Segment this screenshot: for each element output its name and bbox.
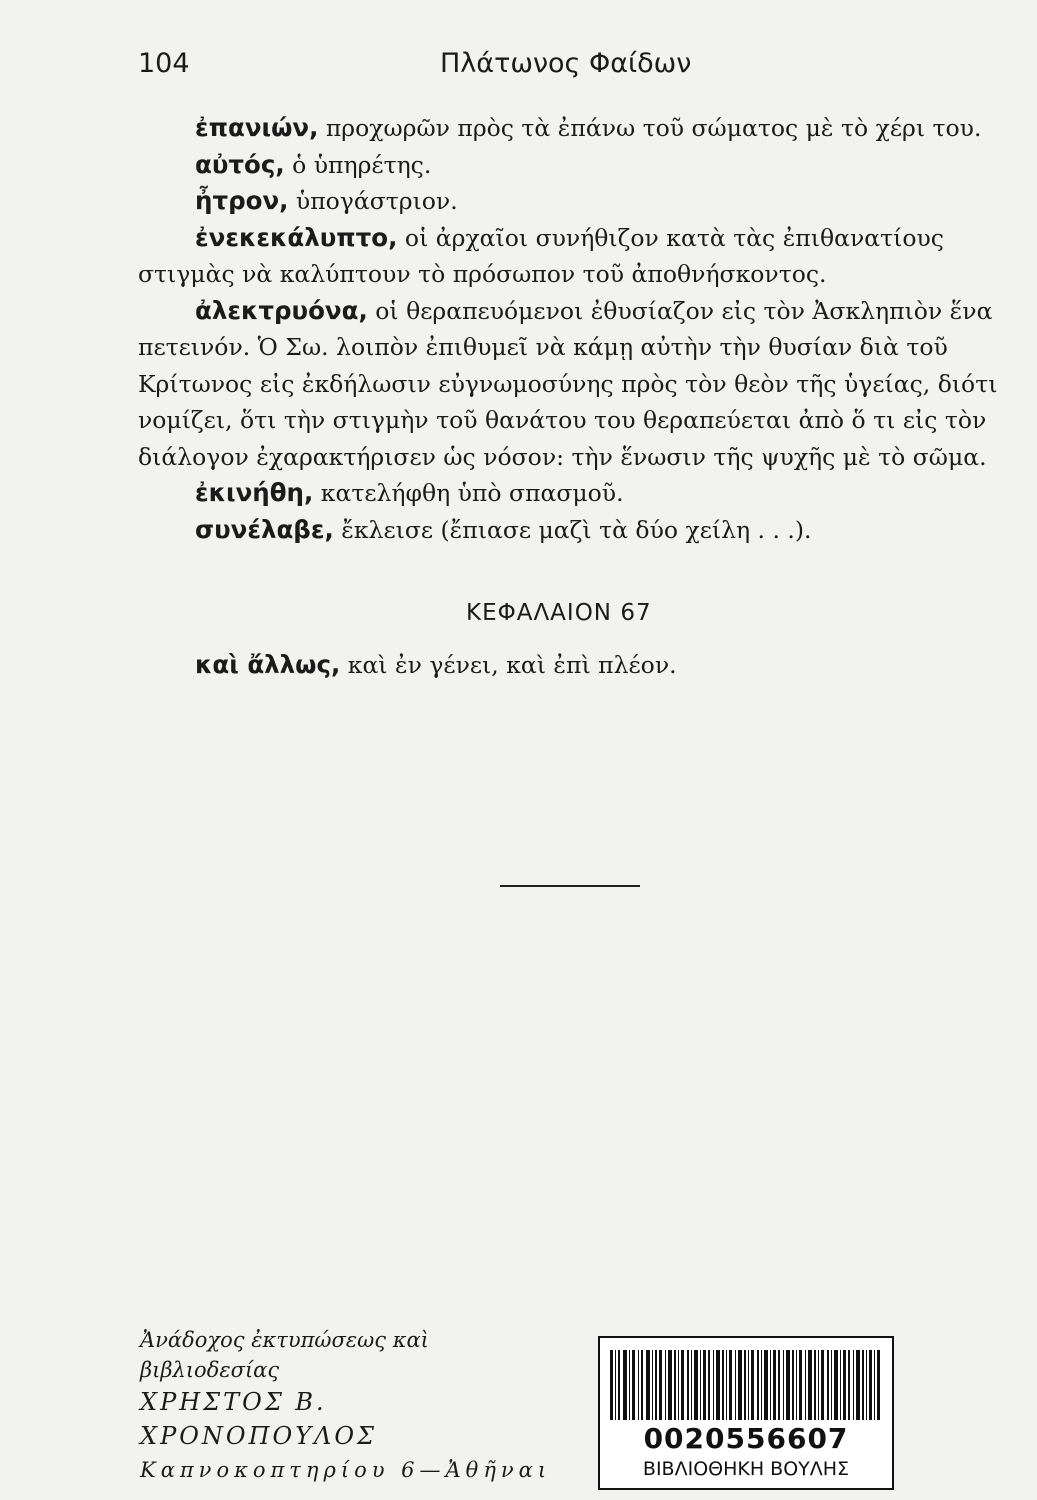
running-title: Πλάτωνος Φαίδων [440,48,692,79]
glossary-body [138,110,1000,548]
glossary-entry [138,220,1000,293]
entry-gloss: οἱ θεραπευόμενοι ἐθυσίαζον εἰς τὸν Ἀσκληπιὸν ἕνα πετεινόν. Ὁ Σω. λοιπὸν ἐπιθυμεῖ νὰ κάμῃ αὐτὴν τὴν θυσίαν διὰ τοῦ Κρίτωνος εἰς ἐκδήλωσιν εὐγνωμοσύνης πρὸς τὸν θεὸν τῆς ὑγείας, διότι νομίζει, ὅτι τὴν στιγμὴν τοῦ θανάτου του θεραπεύεται ἀπὸ ὅ τι εἰς τὸν διάλογον ἐχαρακτήρισεν ὡς νόσον: τὴν ἕνωσιν τῆς ψυχῆς μὲ τὸ σῶμα. [138,296,998,471]
barcode-number: 0020556607 [643,1422,849,1455]
entry-gloss: ὑπογάστριον. [288,187,458,215]
entry-lemma: συνέλαβε, [195,514,334,544]
entry-lemma: ἐνεκεκάλυπτο, [195,222,398,252]
entry-gloss: ἔκλεισε (ἔπιασε μαζὶ τὰ δύο χείλη . . .). [333,515,812,544]
glossary-entry [138,512,1000,549]
barcode-icon [610,1350,880,1420]
glossary-entry [138,110,1000,147]
entry-gloss: προχωρῶν πρὸς τὰ ἐπάνω τοῦ σώματος μὲ τὸ χέρι του. [318,114,982,142]
entry-gloss: ὁ ὑπηρέτης. [284,150,432,179]
entry-lemma: ἀλεκτρυόνα, [195,295,368,325]
chapter-entry [195,650,677,679]
entry-gloss: κατελήφθη ὑπὸ σπασμοῦ. [313,479,624,507]
library-barcode-label [598,1336,894,1490]
entry-lemma: ἐπανιών, [195,113,319,142]
section-end-rule [500,885,640,887]
entry-lemma: καὶ ἄλλως, [195,650,341,679]
library-name: ΒΙΒΛΙΟΘΗΚΗ ΒΟΥΛΗΣ [642,1458,850,1480]
entry-lemma: αὐτός, [195,149,285,179]
page-number: 104 [138,48,190,79]
entry-lemma: ἐκινήθη, [195,478,314,507]
entry-gloss: οἱ ἀρχαῖοι συνήθιζον κατὰ τὰς ἐπιθανατίους στιγμὰς νὰ καλύπτουν τὸ πρόσωπον τοῦ ἀποθνήσκοντος. [138,223,944,288]
glossary-entry [138,183,1000,220]
colophon-address: Καπνοκοπτηρίου 6—Ἀθῆναι [140,1458,552,1482]
glossary-entry [138,475,1000,512]
printer-colophon [140,1325,560,1487]
glossary-entry [138,293,1000,476]
chapter-heading: ΚΕΦΑΛΑΙΟΝ 67 [466,600,652,626]
entry-gloss: καὶ ἐν γένει, καὶ ἐπὶ πλέον. [340,651,677,679]
colophon-role: Ἀνάδοχος ἐκτυπώσεως καὶ βιβλιοδεσίας [140,1328,429,1382]
entry-lemma: ἦτρον, [195,186,289,215]
colophon-printer-name: ΧΡΗΣΤΟΣ Β. ΧΡΟΝΟΠΟΥΛΟΣ [140,1388,378,1450]
glossary-entry [138,147,1000,184]
